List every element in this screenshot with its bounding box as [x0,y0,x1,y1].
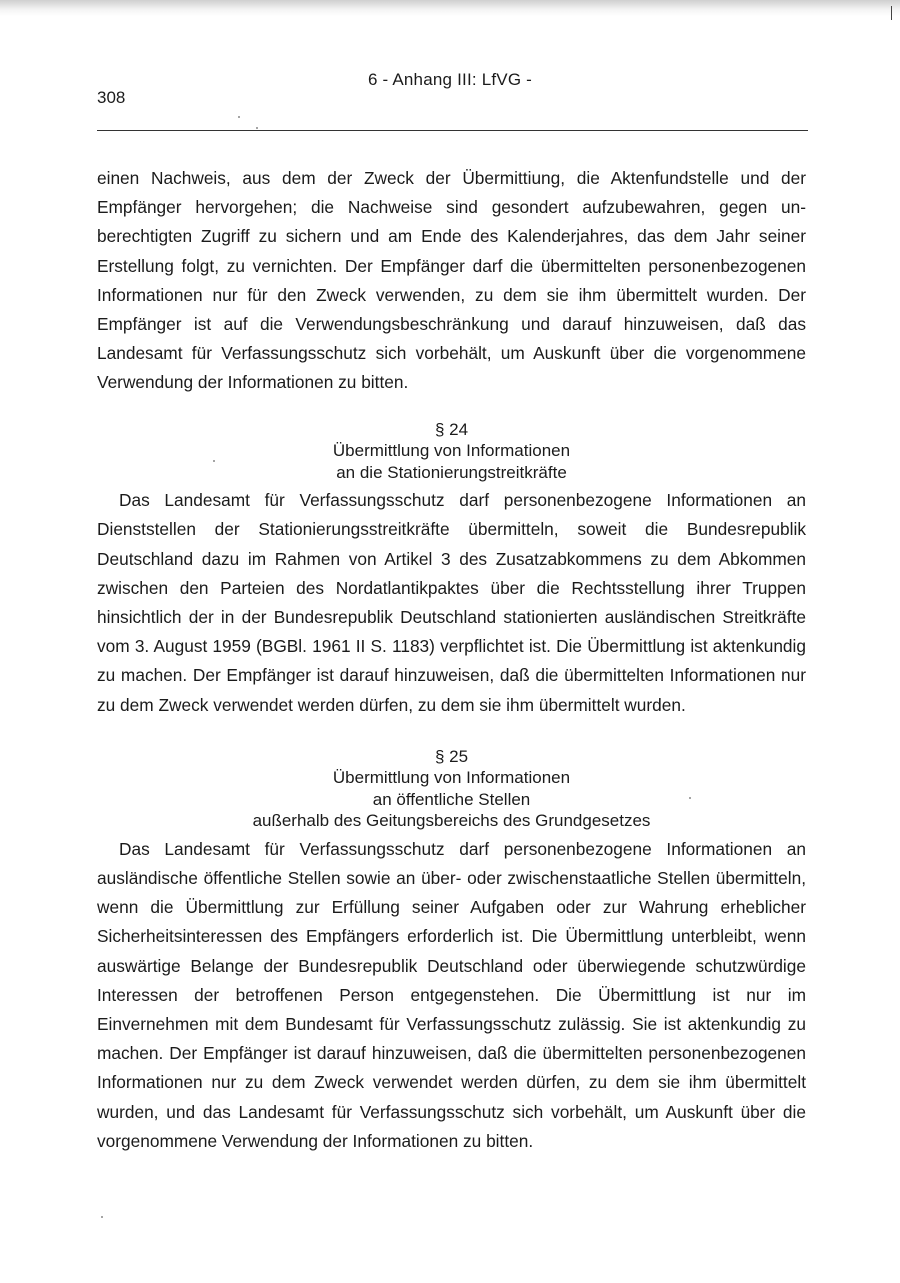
section-25-heading [97,746,806,832]
intro-paragraph: einen Nachweis, aus dem der Zweck der Übermittiung, die Aktenfundstelle und der Empfänger hervorgehen; die Nachweise sind gesondert aufzubewahren, gegen unberechtigten Zugriff zu sichern und am Ende des Kalenderjahres, das dem Jahr seiner Erstellung folgt, zu vernichten. Der Empfänger darf die übermittelten personenbezogenen Informationen nur für den Zweck verwenden, zu dem sie ihm übermittelt wurden. Der Empfänger ist auf die Verwendungsbeschränkung und darauf hinzuweisen, daß das Landesamt für Verfassungsschutz sich vorbehält, um Auskunft über die vorgenommene Verwendung der Informationen zu bitten. [97,168,806,393]
scan-speck [689,797,691,799]
header-rule [97,130,808,131]
section-25-title-line-3: außerhalb des Geitungsbereichs des Grundgesetzes [252,811,651,831]
section-24-paragraph: Das Landesamt für Verfassungsschutz darf personenbezogene Informationen an Dienststellen der Stationierungsstreitkräfte übermitteln, soweit die Bundesrepublik Deutschland dazu im Rahmen von Artikel 3 des Zusatzabkommens zu dem Abkommen zwischen den Parteien des Nordatlantikpaktes über die Rechtsstellung ihrer Truppen hinsichtlich der in der Bundesrepublik Deutschland stationierten ausländischen Streitkräfte vom 3. August 1959 (BGBl. 1961 II S. 1183) verpflichtet ist. Die Übermittlung ist aktenkundig zu machen. Der Empfänger ist darauf hinzuweisen, daß die übermittelten Informationen nur zu dem Zweck verwendet werden dürfen, zu dem sie ihm übermittelt wurden. [97,490,806,715]
document-body [97,164,806,1156]
section-24-title-line-2: an die Stationierungstreitkräfte [336,462,567,482]
page-number: 308 [97,88,126,107]
scan-speck [101,1216,103,1218]
section-25-paragraph: Das Landesamt für Verfassungsschutz darf personenbezogene Informationen an ausländische öffentliche Stellen sowie an über- oder zwischenstaatliche Stellen übermitteln, wenn die Übermittlung zur Erfüllung seiner Aufgaben oder zur Wahrung erheblicher Sicherheitsinteressen des Empfängers erforderlich ist. Die Übermittlung unterbleibt, wenn auswärtige Belange der Bundesrepublik Deutschland oder überwiegende schutzwürdige Interessen der betroffenen Person entgegenstehen. Die Übermittlung ist nur im Einvernehmen mit dem Bundesamt für Verfassungsschutz zulässig. Sie ist aktenkundig zu machen. Der Empfänger ist darauf hinzuweisen, daß die übermittelten personenbezogenen Informationen nur zu dem Zweck verwendet werden dürfen, zu dem sie ihm übermittelt wurden, und das Landesamt für Verfassungsschutz sich vorbehält, um Auskunft über die vorgenommene Verwendung der Informationen zu bitten. [97,838,806,1151]
section-24-heading [97,419,806,484]
running-head: 6 - Anhang III: LfVG - [367,70,533,89]
section-24-title-line-1: Übermittlung von Informationen [332,441,571,461]
scan-speck [256,127,258,129]
scan-shadow-top [0,0,900,16]
section-25-title-line-1: Übermittlung von Informationen [332,768,571,788]
scan-speck [213,460,215,462]
section-25-title-line-2: an öffentliche Stellen [372,789,531,809]
section-24-number: § 24 [434,419,469,439]
section-25-number: § 25 [434,746,469,766]
scan-edge-mark [891,6,892,20]
scan-speck [238,116,240,118]
